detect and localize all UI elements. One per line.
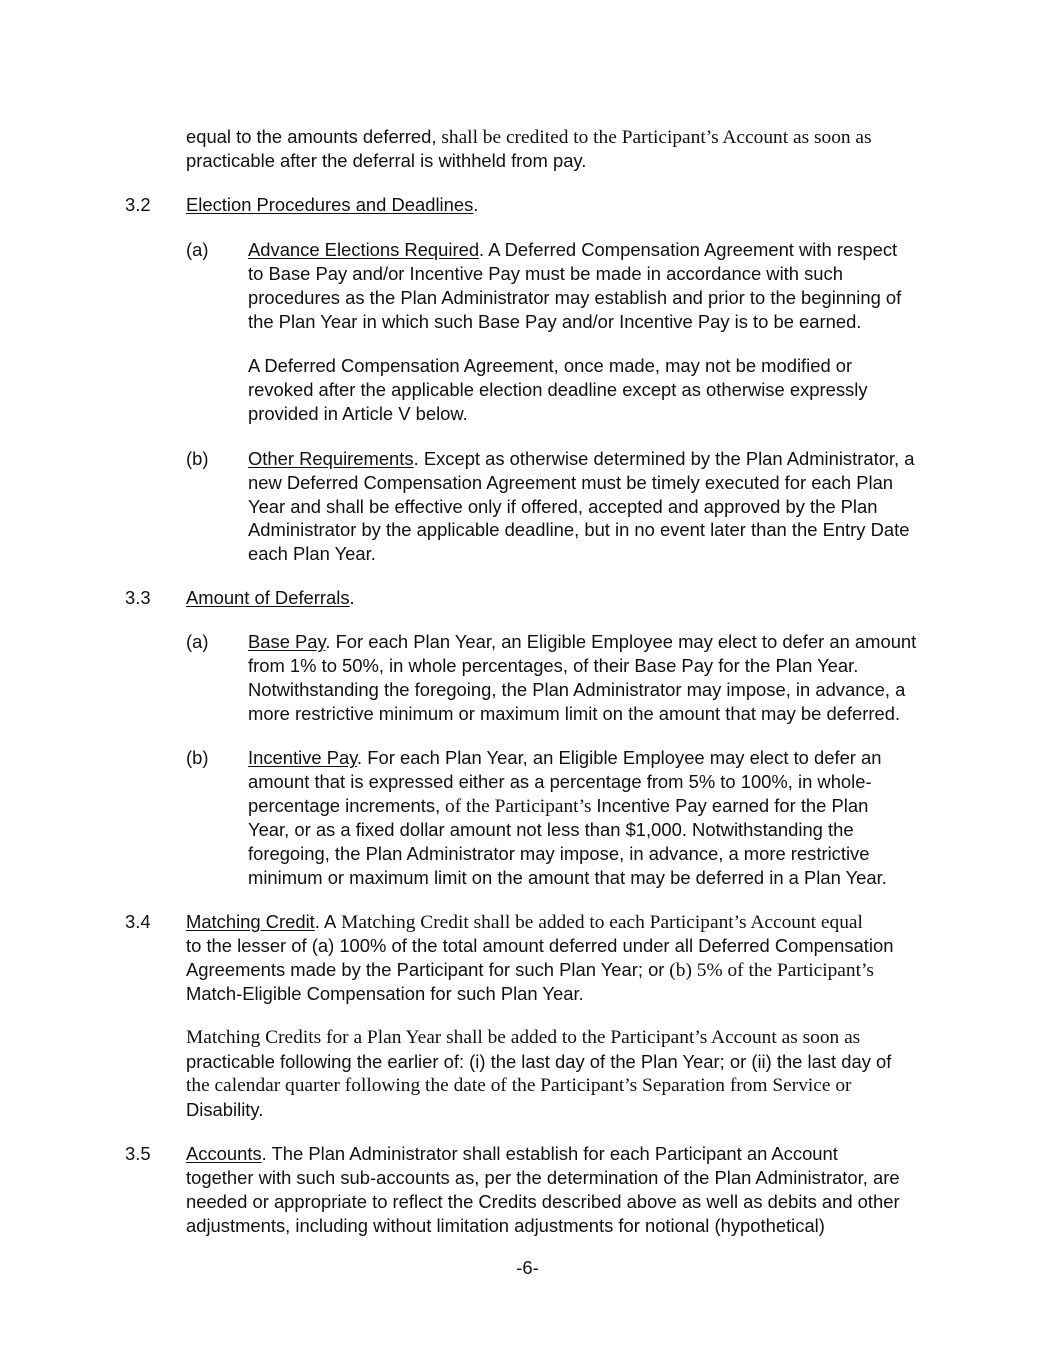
subsection-title: Other Requirements <box>248 448 414 469</box>
paragraph-line <box>248 746 882 770</box>
paragraph-line: the calendar quarter following the date of the Participant’s Separation from Service or <box>186 1075 852 1096</box>
section-heading-3-2 <box>186 193 478 217</box>
paragraph-line: revoked after the applicable election deadline except as otherwise expressly <box>248 379 868 400</box>
paragraph-line: A Deferred Compensation Agreement, once made, may not be modified or <box>248 355 853 376</box>
heading-period: . <box>473 194 479 215</box>
paragraph-line: to Base Pay and/or Incentive Pay must be made in accordance with such <box>248 263 843 284</box>
paragraph-line: new Deferred Compensation Agreement must be timely executed for each Plan <box>248 472 894 493</box>
paragraph-line: Match-Eligible Compensation for such Plan Year. <box>186 983 584 1004</box>
subsection-label: (b) <box>186 747 209 768</box>
paragraph-line: provided in Article V below. <box>248 403 468 424</box>
paragraph-line: from 1% to 50%, in whole percentages, of their Base Pay for the Plan Year. <box>248 655 859 676</box>
line-text: percentage increments, <box>248 795 441 816</box>
section-number: 3.4 <box>125 911 151 932</box>
paragraph-line: practicable following the earlier of: (i) the last day of the Plan Year; or (ii) the last day of <box>186 1051 892 1072</box>
paragraph-line: together with such sub-accounts as, per the determination of the Plan Administrator, are <box>186 1167 900 1188</box>
line-text: Agreements made by the Participant for such Plan Year; or <box>186 959 665 980</box>
section-heading-3-4 <box>186 910 863 935</box>
subsection-title: Incentive Pay <box>248 747 358 768</box>
paragraph-line: Notwithstanding the foregoing, the Plan Administrator may impose, in advance, a <box>248 679 906 700</box>
line-text: . The Plan Administrator shall establish for each Participant an Account <box>261 1143 838 1164</box>
page-number: -6- <box>516 1257 539 1278</box>
intro-text-sans: equal to the amounts deferred, <box>186 126 437 147</box>
paragraph-line <box>248 447 915 471</box>
paragraph-line: Year, or as a fixed dollar amount not less than $1,000. Notwithstanding the <box>248 819 854 840</box>
paragraph-line: Disability. <box>186 1099 264 1120</box>
line-text: . A <box>314 911 337 932</box>
line-text: . Except as otherwise determined by the Plan Administrator, a <box>413 448 915 469</box>
line-text-serif: (b) 5% of the Participant’s <box>664 960 874 981</box>
section-heading-3-5 <box>186 1142 838 1166</box>
line-text: . For each Plan Year, an Eligible Employee may elect to defer an <box>357 747 882 768</box>
section-title: Accounts <box>186 1143 262 1164</box>
paragraph-line: more restrictive minimum or maximum limit on the amount that may be deferred. <box>248 703 901 724</box>
section-title: Amount of Deferrals <box>186 587 350 608</box>
paragraph-line: procedures as the Plan Administrator may establish and prior to the beginning of <box>248 287 902 308</box>
section-title: Election Procedures and Deadlines <box>186 194 474 215</box>
section-title: Matching Credit <box>186 911 315 932</box>
paragraph-line: each Plan Year. <box>248 543 376 564</box>
paragraph-line: needed or appropriate to reflect the Credits described above as well as debits and other <box>186 1191 900 1212</box>
section-heading-3-3 <box>186 586 355 610</box>
section-number: 3.5 <box>125 1143 151 1164</box>
paragraph-line: Year and shall be effective only if offered, accepted and approved by the Plan <box>248 496 878 517</box>
paragraph-line <box>186 958 874 983</box>
paragraph-line: adjustments, including without limitation adjustments for notional (hypothetical) <box>186 1215 825 1236</box>
paragraph-line: foregoing, the Plan Administrator may impose, in advance, a more restrictive <box>248 843 870 864</box>
subsection-label: (b) <box>186 448 209 469</box>
line-text: Incentive Pay earned for the Plan <box>596 795 869 816</box>
intro-line-1 <box>186 125 872 150</box>
paragraph-line <box>248 630 916 654</box>
section-number: 3.2 <box>125 194 151 215</box>
line-text-serif: of the Participant’s <box>440 796 597 817</box>
line-text: . A Deferred Compensation Agreement with respect <box>479 239 898 260</box>
subsection-title: Base Pay <box>248 631 326 652</box>
line-text-serif: Matching Credit shall be added to each Participant’s Account equal <box>336 912 863 933</box>
subsection-label: (a) <box>186 631 209 652</box>
paragraph-line: Administrator by the applicable deadline, but in no event later than the Entry Date <box>248 519 910 540</box>
section-number: 3.3 <box>125 587 151 608</box>
heading-period: . <box>349 587 355 608</box>
paragraph-line: minimum or maximum limit on the amount that may be deferred in a Plan Year. <box>248 867 887 888</box>
paragraph-line <box>248 794 868 819</box>
paragraph-line <box>248 238 897 262</box>
subsection-label: (a) <box>186 239 209 260</box>
paragraph-line: the Plan Year in which such Base Pay and/or Incentive Pay is to be earned. <box>248 311 862 332</box>
subsection-title: Advance Elections Required <box>248 239 480 260</box>
paragraph-line: amount that is expressed either as a percentage from 5% to 100%, in whole- <box>248 771 872 792</box>
paragraph-line: to the lesser of (a) 100% of the total amount deferred under all Deferred Compensation <box>186 935 894 956</box>
line-text: . For each Plan Year, an Eligible Employee may elect to defer an amount <box>325 631 917 652</box>
paragraph-line: Matching Credits for a Plan Year shall be added to the Participant’s Account as soon as <box>186 1027 861 1048</box>
intro-line-2: practicable after the deferral is withheld from pay. <box>186 150 587 171</box>
intro-text-serif: shall be credited to the Participant’s Account as soon as <box>436 127 872 148</box>
